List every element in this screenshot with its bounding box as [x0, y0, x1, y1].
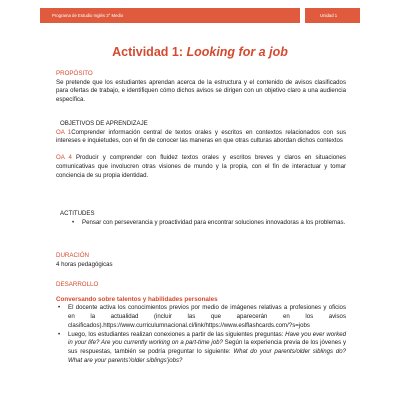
bullet-icon: • — [58, 330, 61, 338]
bullet-icon: • — [58, 304, 61, 312]
desarrollo-heading: DESARROLLO — [56, 281, 99, 288]
list-item: • Luego, los estudiantes realizan conexiones a partir de las siguientes preguntas: Have you ever worked in your life? Are you currently working on a part-time job? Según la experiencia previa de los jóvenes y sus respuestas, también se podría preguntar lo siguiente: What do your parents/older siblings do? What are your parents'/older siblings'jobs? — [58, 330, 346, 364]
proposito-section — [56, 70, 346, 105]
objetivos-heading: OBJETIVOS DE APRENDIZAJE — [60, 120, 148, 127]
oa4-text: Producir y comprender con fluidez textos orales y escritos breves y claros en situaciones comunicativas que involucren otras visiones de mundo y la propia, con el fin de interactuar y tomar conciencia de su propia identidad. — [56, 154, 346, 179]
duracion-section — [56, 252, 346, 269]
objetivos-section — [56, 120, 346, 180]
activity-title-prefix: Actividad 1: — [112, 45, 187, 59]
actitudes-list — [56, 219, 346, 228]
oa4-paragraph — [56, 154, 346, 180]
duracion-heading: DURACIÓN — [56, 252, 90, 259]
oa4-code: OA 4 — [56, 154, 72, 162]
proposito-heading: PROPÓSITO — [56, 70, 93, 77]
duracion-value: 4 horas pedagógicas — [56, 260, 113, 268]
oa1-text: Comprender información central de textos orales y escritos en contextos relacionados con sus intereses e inquietudes, con el fin de conocer las maneras en que otras culturas abordan dichos contextos — [56, 128, 346, 145]
program-label: Programa de Estudio Inglés 3° Medio — [52, 13, 124, 18]
bullet-icon: • — [72, 218, 75, 226]
actitudes-heading: ACTITUDES — [60, 210, 95, 217]
activity-title — [0, 45, 400, 59]
activity-title-italic: Looking for a job — [186, 45, 288, 59]
oa1-paragraph — [56, 129, 346, 146]
list-item: • Pensar con perseverancia y proactividad para encontrar soluciones innovadoras a los problemas. — [72, 218, 346, 226]
desarrollo-list — [56, 304, 346, 365]
desarrollo-section — [56, 281, 346, 365]
page-header — [40, 8, 360, 23]
unit-label: Unidad 1 — [320, 13, 338, 18]
actitudes-section — [56, 210, 346, 227]
oa1-code: OA 1 — [56, 128, 72, 136]
proposito-text: Se pretende que los estudiantes aprendan acerca de la estructura y el contenido de avisos clasificados para ofertas de trabajo, e identifiquen cómo dichos avisos se dirigen con un objetivo claro a una audiencia específica. — [56, 78, 346, 104]
list-item: • El docente activa los conocimientos previos por medio de imágenes relativas a profesiones y oficios en la actualidad (incluir las que aparecerán en los avisos clasificados).https://www.curriculumnacional.cl/link/https://www.eslflashcards.com/?s=jobs — [58, 304, 346, 329]
desarrollo-subheading: Conversando sobre talentos y habilidades personales — [56, 295, 218, 303]
